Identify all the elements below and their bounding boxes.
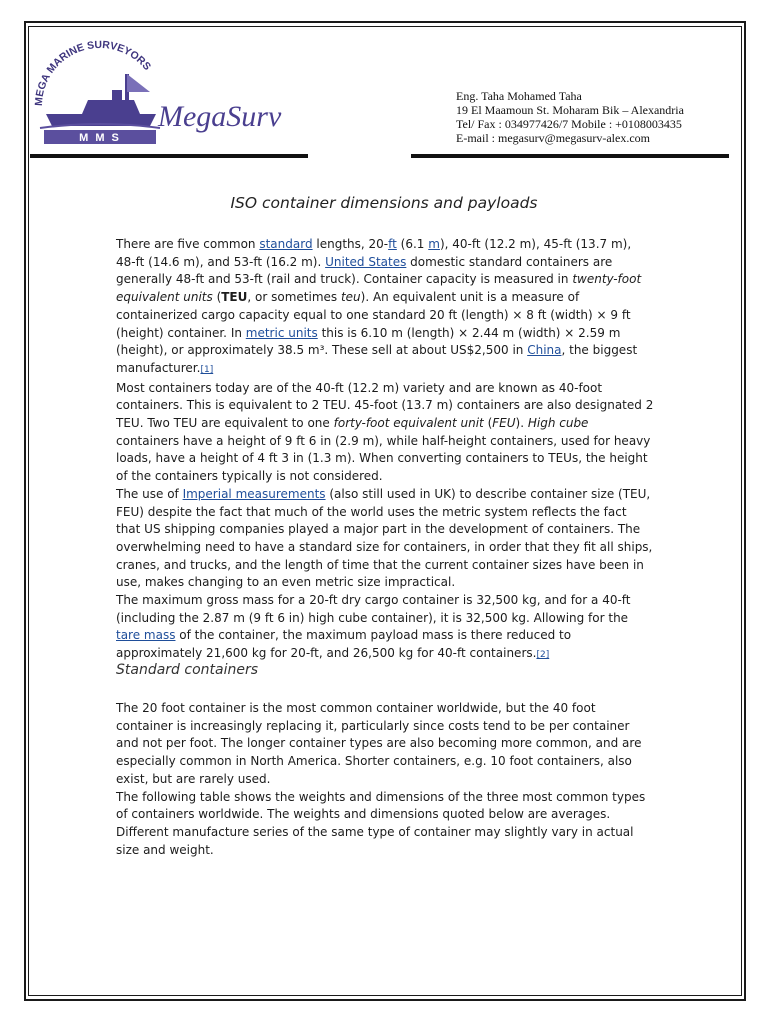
text-run: (6.1 (396, 237, 429, 251)
paragraph-table-intro: The following table shows the weights and dimensions of the three most common types of containers worldwide. The weights and dimensions quoted below are averages. Different manufacture series of the same type of container may slightly vary in actual size and weight. (116, 789, 646, 857)
reference-1[interactable]: [1] (200, 364, 214, 375)
link-imperial-measurements[interactable]: Imperial measurements (182, 486, 326, 501)
text-run: FEU (492, 416, 516, 431)
link-m[interactable]: m (428, 237, 440, 251)
link-metric-units[interactable]: metric units (245, 325, 318, 340)
text-run: of the container, the maximum payload mass is there reduced to approximately 21,600 kg for 20-ft, and 26,500 kg for 40-ft containers. (116, 628, 572, 661)
paragraph-gross-mass (116, 592, 654, 665)
ship-icon (40, 74, 160, 128)
paragraph-standard-lengths (116, 236, 654, 380)
text-run: forty-foot equivalent unit (333, 416, 484, 431)
reference-2[interactable]: [2] (536, 650, 550, 661)
paragraph-40ft-containers (116, 380, 654, 486)
text-run: ). (515, 416, 528, 431)
paragraph-20ft: The 20 foot container is the most common container worldwide, but the 40 foot container is increasingly replacing it, particularly since costs tend to be per container and not per foot. The longer container types are also becoming more common, and are especially common in North America. Shorter containers, e.g. 10 foot containers, also exist, but are rarely used. (116, 701, 642, 786)
company-logo (30, 30, 292, 152)
text-run: domestic standard containers are generally 48-ft and 53-ft (rail and truck). Container capacity is measured in (116, 254, 613, 287)
paragraph-imperial (116, 486, 654, 592)
text-run: TEU (221, 290, 248, 305)
contact-name: Eng. Taha Mohamed Taha (456, 89, 582, 103)
standard-containers-section (116, 700, 654, 859)
contact-phone: Tel/ Fax : 034977426/7 Mobile : +0108003435 (456, 117, 682, 131)
logo-arc-text: MEGA MARINE SURVEYORS (32, 38, 154, 107)
text-run: ). An equivalent unit is a measure of containerized cargo capacity equal to one standard 20 ft (length) × 8 ft (width) × 9 ft (height) container. In (116, 290, 631, 340)
logo-brand-text: MegaSurv (158, 100, 282, 133)
text-run: teu (340, 290, 361, 305)
header-rule-right (411, 154, 729, 158)
text-run: lengths, 20- (312, 237, 389, 251)
text-run: twenty-foot equivalent units (116, 272, 642, 305)
text-run: The maximum gross mass for a 20-ft dry cargo container is 32,500 kg, and for a 40-ft (including the 2.87 m (9 ft 6 in) high cube container), it is 32,500 kg. Allowing for the (116, 593, 631, 625)
text-run: Most containers today are of the 40-ft (12.2 m) variety and are known as 40-foot containers. This is equivalent to 2 TEU. 45-foot (13.7 m) containers are also designated 2 TEU. Two TEU are equivalent to one (116, 380, 654, 431)
text-run: High cube (527, 416, 589, 431)
link-ft[interactable]: ft (388, 237, 397, 251)
contact-address: 19 El Maamoun St. Moharam Bik – Alexandria (456, 103, 684, 117)
section-heading-standard-containers: Standard containers (116, 662, 259, 678)
text-run: containers have a height of 9 ft 6 in (2.9 m), while half-height containers, used for heavy loads, have a height of 4 ft 3 in (1.3 m). When converting containers to TEUs, the height of the containers typically is not considered. (116, 433, 651, 484)
link-china[interactable]: China (527, 343, 562, 358)
text-run: ), 40-ft (12.2 m), 45-ft (13.7 m), 48-ft (14.6 m), and 53-ft (16.2 m). (116, 237, 632, 269)
text-run: The use of (116, 486, 183, 501)
main-text-section (116, 236, 654, 665)
contact-block (456, 89, 684, 145)
text-run: (also still used in UK) to describe container size (TEU, FEU) despite the fact that much of the world uses the metric system reflects the fact that US shipping companies played a major part in the development of containers. The overwhelming need to have a standard size for containers, in order that they fit all ships, cranes, and trucks, and the length of time that the current container sizes have been in use, makes changing to an even metric size impractical. (116, 486, 653, 590)
logo-initials: M M S (79, 132, 121, 144)
contact-email: E-mail : megasurv@megasurv-alex.com (456, 131, 650, 145)
text-run: ( (212, 290, 222, 305)
text-run: , or sometimes (247, 290, 341, 305)
link-tare-mass[interactable]: tare mass (116, 628, 176, 643)
document-title: ISO container dimensions and payloads (230, 194, 538, 212)
text-run: this is 6.10 m (length) × 2.44 m (width) × 2.59 m (height), or approximately 38.5 m³. These sell at about US$2,500 in (116, 325, 621, 358)
link-united-states[interactable]: United States (325, 254, 407, 269)
text-run: ( (483, 416, 493, 431)
header-rule-left (30, 154, 308, 158)
text-run: There are five common (116, 237, 260, 251)
text-run: , the biggest manufacturer. (116, 343, 638, 375)
link-standard[interactable]: standard (259, 237, 313, 251)
